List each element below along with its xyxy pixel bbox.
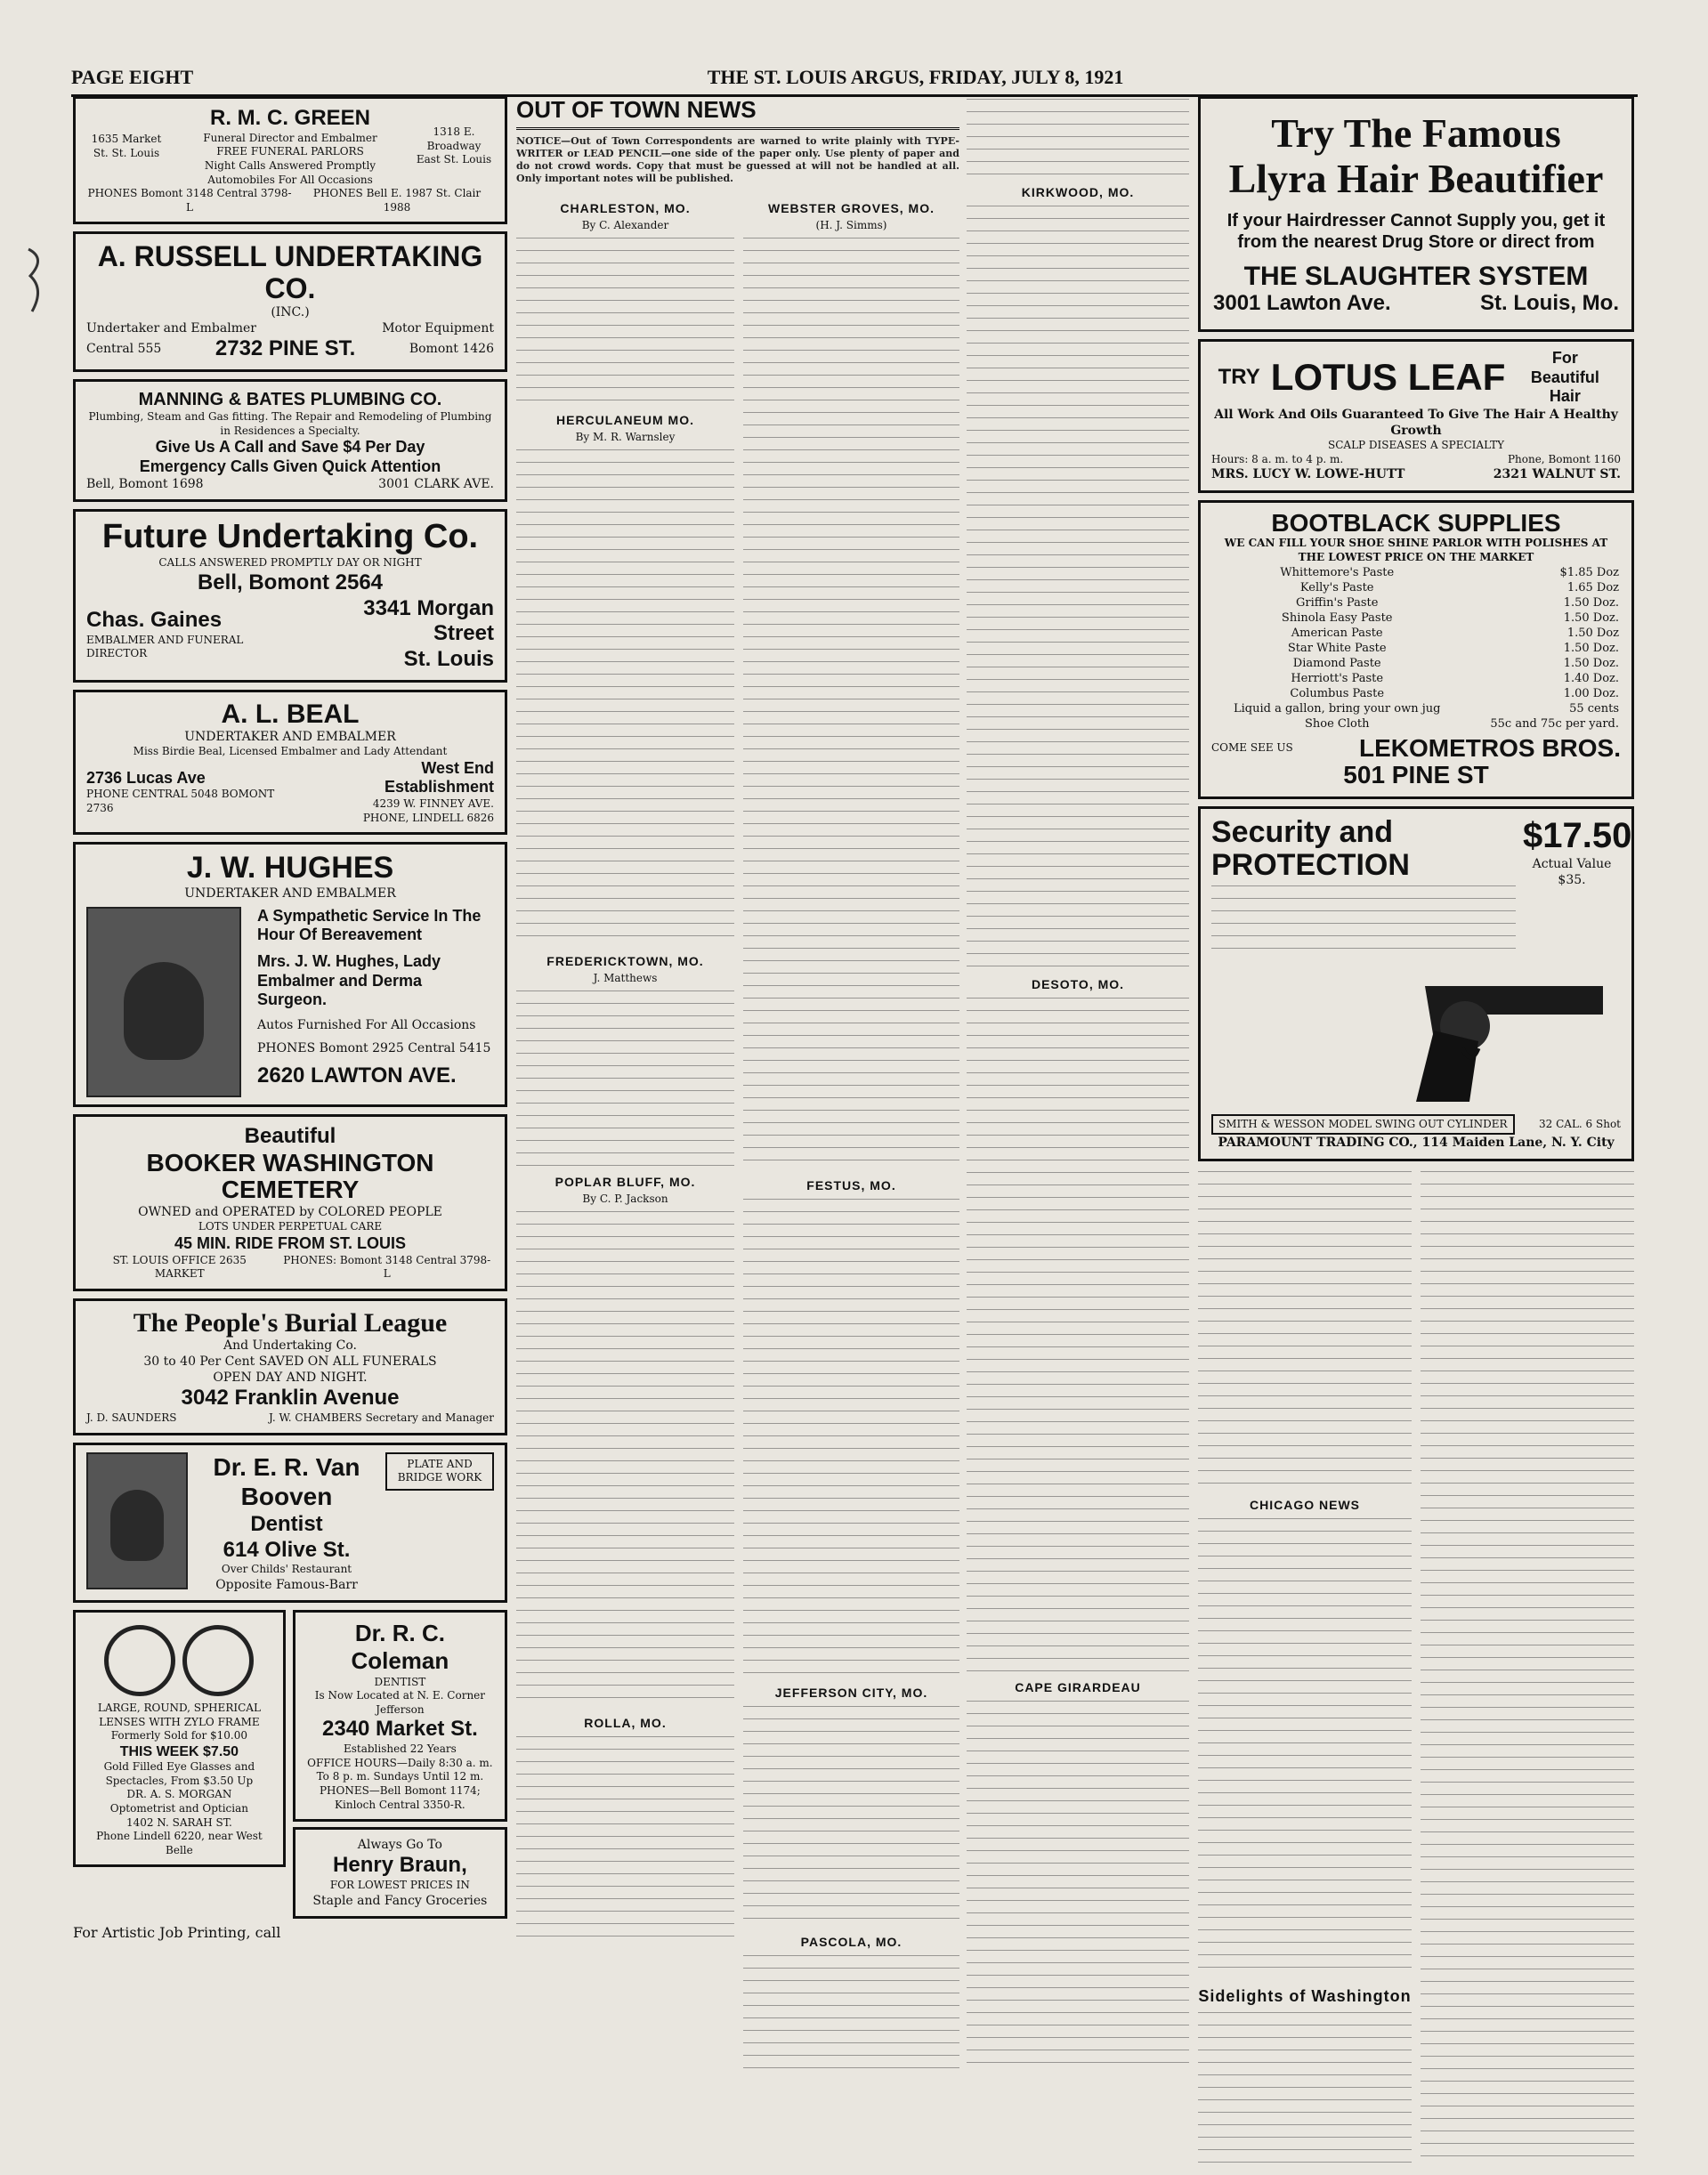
- ad-glasses: [73, 1610, 286, 1867]
- price-item-price: 1.65 Doz: [1566, 580, 1619, 594]
- ad-beal-line1: Miss Birdie Beal, Licensed Embalmer and Lady Attendant: [133, 745, 448, 758]
- ad-future-name: Future Undertaking Co.: [101, 518, 479, 556]
- ad-vanbooven-address: 614 Olive St.: [223, 1537, 351, 1562]
- ad-russell-left: Undertaker and Embalmer: [86, 320, 256, 336]
- ad-braun-line1: Always Go To: [357, 1838, 442, 1853]
- ad-future-city: St. Louis: [403, 647, 494, 672]
- ad-manning-address: 3001 CLARK AVE.: [378, 477, 494, 492]
- dentist-portrait: [86, 1452, 188, 1589]
- heading-poplar-bluff: POPLAR BLUFF, MO.: [554, 1175, 696, 1189]
- ad-manning-line3: Emergency Calls Given Quick Attention: [139, 457, 441, 475]
- ad-bootblack-supplies: [1198, 500, 1634, 800]
- price-row: [1211, 610, 1621, 626]
- ad-cemetery-line2: OWNED and OPERATED by COLORED PEOPLE: [138, 1205, 442, 1220]
- price-item-name: Star White Paste: [1287, 641, 1387, 655]
- ad-lotus-line2: SCALP DISEASES A SPECIALTY: [1328, 439, 1504, 452]
- ad-revolver-value: Actual Value $35.: [1532, 857, 1612, 888]
- bootblack-price-list: [1211, 565, 1621, 732]
- ad-lotus-for: For Beautiful Hair: [1530, 348, 1599, 406]
- ad-green-left: 1635 Market St. St. Louis: [91, 132, 162, 159]
- article-text: [516, 235, 734, 404]
- ad-cemetery-name: BOOKER WASHINGTON CEMETERY: [146, 1148, 434, 1204]
- ad-bootblack-company: LEKOMETROS BROS.: [1358, 733, 1621, 762]
- ad-glasses-address: 1402 N. SARAH ST.: [125, 1815, 232, 1829]
- ad-league-right-person: J. W. CHAMBERS Secretary and Manager: [268, 1411, 494, 1425]
- ad-lotus-line1: All Work And Oils Guaranteed To Give The Hair A Healthy Growth: [1214, 407, 1618, 438]
- ad-beal-undertaker: [73, 690, 507, 835]
- article-text: [743, 1953, 959, 2068]
- byline-webster-groves: (H. J. Simms): [815, 219, 887, 231]
- ad-green-line2: FREE FUNERAL PARLORS: [216, 145, 364, 158]
- ad-bootblack-come: COME SEE US: [1211, 741, 1293, 755]
- heading-kirkwood: KIRKWOOD, MO.: [1021, 185, 1135, 199]
- heading-herculaneum: HERCULANEUM MO.: [556, 413, 694, 427]
- price-item-price: 1.50 Doz.: [1563, 641, 1619, 655]
- ad-vanbooven-note: Over Childs' Restaurant: [221, 1563, 352, 1576]
- out-of-town-notice: NOTICE—Out of Town Correspondents are warned to write plainly with TYPE-WRITER or LEAD PENCIL—one side of the paper only. Use plenty of paper and do not crowd words. Copy that must be guessed at will not be handled at all. Only important notes will be published.: [516, 135, 959, 184]
- article-text: [967, 203, 1189, 968]
- ad-beal-right-addr: 4239 W. FINNEY AVE.: [372, 797, 494, 811]
- article-text: [967, 96, 1189, 176]
- ad-coleman-line1: Is Now Located at N. E. Corner Jefferson: [314, 1689, 486, 1716]
- ad-lotus-hours: Hours: 8 a. m. to 4 p. m.: [1211, 452, 1344, 465]
- price-row: [1211, 580, 1621, 595]
- ad-braun-line3: Staple and Fancy Groceries: [312, 1893, 488, 1908]
- ad-glasses-name: DR. A. S. MORGAN: [126, 1788, 232, 1801]
- news-column-middle: [967, 96, 1189, 2077]
- ad-lotus-phone: Phone, Bomont 1160: [1507, 452, 1621, 465]
- price-item-price: 1.40 Doz.: [1563, 671, 1619, 685]
- ad-llyra-address: 3001 Lawton Ave.: [1213, 291, 1391, 316]
- article-text: [967, 995, 1189, 1671]
- ad-coleman-est: Established 22 Years: [343, 1742, 457, 1756]
- ad-vanbooven-note2: Opposite Famous-Barr: [215, 1578, 358, 1593]
- ad-bootblack-title: BOOTBLACK SUPPLIES: [1271, 508, 1561, 537]
- ad-league-address: 3042 Franklin Avenue: [181, 1386, 400, 1411]
- ad-cemetery-office: ST. LOUIS OFFICE 2635 MARKET: [112, 1253, 247, 1281]
- ad-russell-phone1: Central 555: [86, 342, 162, 357]
- ad-glasses-line3: THIS WEEK $7.50: [119, 1744, 239, 1760]
- ad-manning-line1: Plumbing, Steam and Gas fitting. The Repair and Remodeling of Plumbing in Residences a Specialty.: [88, 409, 492, 437]
- article-text: [1198, 1168, 1412, 1489]
- ad-lotus-leaf: [1198, 339, 1634, 493]
- portrait-photo: [86, 907, 241, 1097]
- out-of-town-title: OUT OF TOWN NEWS: [516, 96, 959, 130]
- price-item-name: Shoe Cloth: [1304, 716, 1370, 731]
- ad-russell-address: 2732 PINE ST.: [215, 336, 356, 361]
- ad-coleman-name: Dr. R. C. Coleman: [351, 1620, 449, 1675]
- ad-green-line3: Night Calls Answered Promptly: [204, 158, 376, 172]
- ad-russell-phone2: Bomont 1426: [409, 342, 494, 357]
- ad-lotus-name: LOTUS LEAF: [1270, 356, 1506, 399]
- ad-coleman-address: 2340 Market St.: [322, 1717, 478, 1742]
- article-text: [1198, 1516, 1412, 1978]
- ad-future-undertaking: [73, 509, 507, 683]
- ad-van-booven-dentist: [73, 1443, 507, 1604]
- price-row: [1211, 641, 1621, 656]
- price-row: [1211, 565, 1621, 580]
- heading-rolla: ROLLA, MO.: [584, 1716, 667, 1730]
- ad-beal-left-addr: 2736 Lucas Ave: [86, 768, 206, 787]
- ad-manning-plumbing: [73, 379, 507, 503]
- byline-charleston: By C. Alexander: [581, 219, 669, 231]
- ad-coleman-hours: OFFICE HOURS—Daily 8:30 a. m. To 8 p. m. Sundays Until 12 m.: [307, 1756, 493, 1783]
- price-item-price: 55c and 75c per yard.: [1490, 716, 1619, 731]
- ad-peoples-burial-league: [73, 1298, 507, 1435]
- heading-festus: FESTUS, MO.: [806, 1178, 896, 1193]
- price-item-name: Whittemore's Paste: [1280, 565, 1395, 579]
- ad-revolver-line1: Security and PROTECTION: [1211, 815, 1410, 883]
- ad-future-role: EMBALMER AND FUNERAL DIRECTOR: [86, 633, 244, 660]
- ad-bootblack-sub: WE CAN FILL YOUR SHOE SHINE PARLOR WITH POLISHES AT THE LOWEST PRICE ON THE MARKET: [1224, 537, 1608, 563]
- ad-league-sub: And Undertaking Co.: [223, 1338, 357, 1353]
- price-row: [1211, 656, 1621, 671]
- ad-beal-left-phone: PHONE CENTRAL 5048 BOMONT 2736: [86, 788, 275, 814]
- price-item-price: 1.50 Doz: [1566, 626, 1619, 640]
- news-column-out-of-town: [516, 96, 959, 2074]
- margin-handwriting-mark: [20, 240, 55, 320]
- ad-vanbooven-title: Dentist: [250, 1511, 323, 1536]
- ad-league-name: The People's Burial League: [133, 1307, 448, 1338]
- ad-llyra-line2: If your Hairdresser Cannot Supply you, get it from the nearest Drug Store or direct from: [1226, 211, 1606, 253]
- ad-manning-line2: Give Us A Call and Save $4 Per Day: [155, 438, 425, 457]
- ad-hughes-line2: Mrs. J. W. Hughes, Lady Embalmer and Derma Surgeon.: [257, 951, 441, 1009]
- ad-llyra-company: THE SLAUGHTER SYSTEM: [1243, 262, 1589, 292]
- ad-llyra-line1: Try The Famous: [1271, 110, 1561, 156]
- ad-bootblack-address: 501 PINE ST: [1343, 761, 1489, 789]
- ad-cemetery-line3: LOTS UNDER PERPETUAL CARE: [198, 1220, 383, 1233]
- article-text: [516, 447, 734, 945]
- price-item-name: Diamond Paste: [1292, 656, 1381, 670]
- ad-russell-inc: (INC.): [271, 304, 310, 319]
- ad-llyra-city: St. Louis, Mo.: [1480, 291, 1619, 316]
- ad-glasses-line2: Formerly Sold for $10.00: [110, 1729, 248, 1742]
- ad-glasses-phone: Phone Lindell 6220, near West Belle: [96, 1830, 263, 1856]
- article-text: [1211, 883, 1516, 954]
- ad-hughes-address: 2620 LAWTON AVE.: [257, 1063, 457, 1088]
- ad-league-line2: OPEN DAY AND NIGHT.: [213, 1370, 368, 1386]
- ad-cemetery-line1: Beautiful: [244, 1123, 336, 1148]
- article-text: [743, 1703, 959, 1926]
- ad-llyra-name: Llyra Hair Beautifier: [1228, 155, 1604, 201]
- article-text: [967, 1698, 1189, 2072]
- ad-coleman-dentist: [293, 1610, 507, 1822]
- ad-future-line1: CALLS ANSWERED PROMPTLY DAY OR NIGHT: [158, 556, 422, 570]
- ad-russell-name: A. RUSSELL UNDERTAKING CO.: [97, 240, 483, 304]
- article-text: [743, 235, 959, 1169]
- price-item-name: Columbus Paste: [1290, 686, 1385, 700]
- byline-poplar-bluff: By C. P. Jackson: [582, 1193, 668, 1205]
- heading-chicago-news: CHICAGO NEWS: [1250, 1497, 1360, 1512]
- ad-beal-right-phone: PHONE, LINDELL 6826: [362, 811, 494, 824]
- price-row: [1211, 686, 1621, 701]
- ad-league-left-person: J. D. SAUNDERS: [86, 1411, 177, 1425]
- price-item-name: Liquid a gallon, bring your own jug: [1234, 701, 1441, 716]
- ad-hughes-line3: Autos Furnished For All Occasions: [257, 1017, 476, 1032]
- price-item-price: 1.50 Doz.: [1563, 610, 1619, 625]
- article-text: [1421, 1168, 1634, 2156]
- heading-charleston: CHARLESTON, MO.: [560, 201, 691, 215]
- ad-green-right: 1318 E. Broadway East St. Louis: [416, 125, 492, 166]
- ad-hughes-undertaker: [73, 842, 507, 1107]
- ad-beal-title: UNDERTAKER AND EMBALMER: [184, 730, 396, 745]
- heading-desoto: DESOTO, MO.: [1031, 977, 1125, 991]
- price-item-name: Shinola Easy Paste: [1281, 610, 1393, 625]
- ad-league-line1: 30 to 40 Per Cent SAVED ON ALL FUNERALS: [143, 1354, 437, 1369]
- ad-manning-name: MANNING & BATES PLUMBING CO.: [138, 389, 442, 409]
- byline-herculaneum: By M. R. Warnsley: [575, 431, 676, 443]
- ad-hughes-title: UNDERTAKER AND EMBALMER: [184, 885, 396, 901]
- ad-braun-line2: FOR LOWEST PRICES IN: [329, 1879, 470, 1892]
- ad-green-line1: Funeral Director and Embalmer: [203, 131, 377, 144]
- glasses-icon: [86, 1625, 272, 1696]
- ad-hughes-phones: PHONES Bomont 2925 Central 5415: [257, 1040, 491, 1055]
- revolver-icon: [1211, 959, 1621, 1111]
- ad-russell-undertaking: [73, 231, 507, 372]
- ad-llyra-hair: [1198, 96, 1634, 332]
- ad-coleman-title: DENTIST: [374, 1675, 426, 1688]
- price-item-name: Griffin's Paste: [1296, 595, 1379, 610]
- price-row: [1211, 595, 1621, 610]
- price-item-price: 1.50 Doz.: [1563, 595, 1619, 610]
- heading-pascola: PASCOLA, MO.: [800, 1935, 903, 1949]
- ad-cemetery-line4: 45 MIN. RIDE FROM ST. LOUIS: [174, 1233, 407, 1252]
- ad-glasses-line4: Gold Filled Eye Glasses and Spectacles, From $3.50 Up: [103, 1760, 255, 1787]
- ad-manning-phone: Bell, Bomont 1698: [86, 477, 204, 492]
- ads-column-left: [73, 96, 507, 1941]
- ad-lotus-person: MRS. LUCY W. LOWE-HUTT: [1211, 467, 1405, 482]
- heading-fredericktown: FREDERICKTOWN, MO.: [546, 954, 704, 968]
- ad-beal-name: A. L. BEAL: [221, 699, 360, 730]
- ad-future-person: Chas. Gaines: [86, 607, 223, 632]
- ad-cemetery-phones: PHONES: Bomont 3148 Central 3798-L: [283, 1253, 491, 1281]
- ad-green-name: R. M. C. GREEN: [209, 106, 370, 130]
- ad-lotus-try: TRY: [1218, 364, 1260, 389]
- ad-green-phones-right: PHONES Bell E. 1987 St. Clair 1988: [312, 187, 482, 214]
- byline-fredericktown: J. Matthews: [593, 972, 658, 984]
- price-item-name: Kelly's Paste: [1299, 580, 1374, 594]
- ad-lotus-address: 2321 WALNUT ST.: [1493, 467, 1621, 482]
- job-printing-line: For Artistic Job Printing, call: [73, 1923, 281, 1941]
- ad-revolver-caliber: 32 CAL. 6 Shot: [1539, 1117, 1621, 1130]
- ad-future-address: 3341 Morgan Street: [363, 595, 494, 646]
- ad-braun-name: Henry Braun,: [333, 1853, 467, 1878]
- price-row: [1211, 701, 1621, 716]
- price-item-price: 1.50 Doz.: [1563, 656, 1619, 670]
- price-item-name: Herriott's Paste: [1291, 671, 1384, 685]
- price-item-price: 1.00 Doz.: [1563, 686, 1619, 700]
- ad-hughes-name: J. W. HUGHES: [186, 851, 394, 885]
- masthead: [71, 53, 1638, 97]
- article-text: [516, 988, 734, 1166]
- ads-column-right: [1198, 96, 1634, 2175]
- ad-revolver-price: $17.50: [1523, 816, 1632, 856]
- ad-coleman-phones: PHONES—Bell Bomont 1174; Kinloch Central 3350-R.: [319, 1783, 481, 1811]
- ad-vanbooven-name: Dr. E. R. Van Booven: [213, 1452, 360, 1511]
- price-item-name: American Paste: [1291, 626, 1383, 640]
- heading-webster-groves: WEBSTER GROVES, MO.: [767, 201, 935, 215]
- article-text: [516, 1209, 734, 1707]
- ad-hughes-line1: A Sympathetic Service In The Hour Of Bereavement: [257, 906, 482, 944]
- heading-sidelights-washington: Sidelights of Washington: [1198, 1986, 1412, 2005]
- article-text: [743, 1196, 959, 1677]
- price-item-price: 55 cents: [1569, 701, 1619, 716]
- ad-revolver-company: PARAMOUNT TRADING CO., 114 Maiden Lane, N. Y. City: [1218, 1136, 1615, 1151]
- ad-revolver-model: SMITH & WESSON MODEL SWING OUT CYLINDER: [1211, 1114, 1515, 1136]
- ad-vanbooven-plate: PLATE AND BRIDGE WORK: [385, 1452, 494, 1491]
- ad-green-funeral: [73, 96, 507, 224]
- ad-booker-washington-cemetery: [73, 1114, 507, 1291]
- ad-beal-right-title: West End Establishment: [384, 758, 494, 796]
- ad-glasses-title: Optometrist and Optician: [109, 1802, 248, 1815]
- ad-green-line4: Automobiles For All Occasions: [207, 173, 373, 186]
- price-item-price: $1.85 Doz: [1559, 565, 1619, 579]
- price-row: [1211, 626, 1621, 641]
- paper-title: THE ST. LOUIS ARGUS, FRIDAY, JULY 8, 1921: [707, 66, 1124, 88]
- heading-cape-girardeau: CAPE GIRARDEAU: [1015, 1680, 1141, 1694]
- ad-green-phones-left: PHONES Bomont 3148 Central 3798-L: [87, 187, 292, 214]
- ad-glasses-line1: LARGE, ROUND, SPHERICAL LENSES WITH ZYLO FRAME: [97, 1702, 261, 1728]
- article-text: [516, 1734, 734, 1938]
- ad-russell-right: Motor Equipment: [382, 320, 494, 336]
- page-number: PAGE EIGHT: [71, 66, 194, 88]
- price-row: [1211, 671, 1621, 686]
- heading-jefferson-city: JEFFERSON CITY, MO.: [774, 1686, 928, 1700]
- ad-revolver: [1198, 806, 1634, 1161]
- ad-future-phone: Bell, Bomont 2564: [197, 570, 384, 594]
- article-text: [1198, 2009, 1412, 2170]
- price-row: [1211, 716, 1621, 732]
- ad-henry-braun: [293, 1827, 507, 1919]
